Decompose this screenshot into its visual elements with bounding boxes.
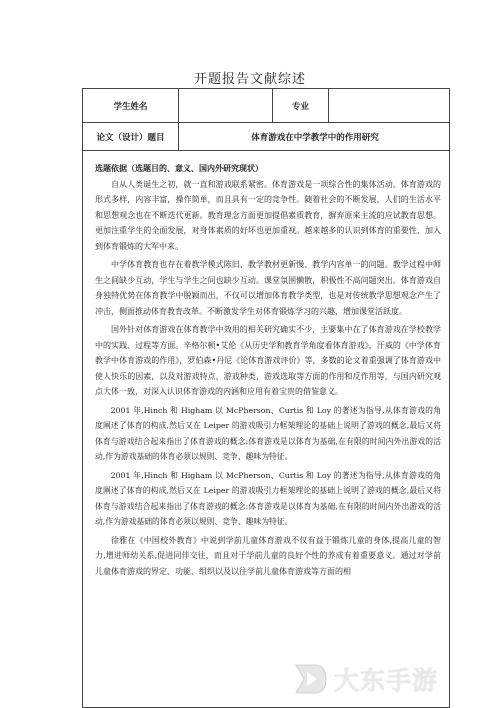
major-label: 专业 (273, 89, 329, 122)
paragraph: 国外针对体育游戏在体育教学中效用的相关研究确实不少，主要集中在了体育游戏在学校教学中的实践、过程等方面。辛格尔顿•艾伦《从历史学和教育学角度看体育游戏》，汗威的《中学体育教学中体育游戏的作用》，罗伯森•丹尼《论体育游戏评价》等，多数的论文着重强调了体育游戏中使人快乐的因素，以及对游戏特点，游戏种类，游戏选取等方面的作用和反作用等，与国内研究观点大体一致，对深入认识体育游戏的内涵和应用有着宝贵的借鉴意义。 (95, 325, 441, 396)
major-value (329, 89, 451, 122)
report-table (82, 88, 450, 708)
section-heading: 选题依据（选题目的、意义、国内外研究现状） (95, 164, 263, 173)
document-title: 开题报告文献综述 (193, 72, 306, 87)
thesis-label: 论文（设计）题目 (83, 123, 179, 150)
watermark (290, 656, 490, 702)
paragraph: 2001 年,Hinch 和 Higham 以 McPherson、Curtis 和 Loy 的著述为指导,从体育游戏的角度阐述了体育的构成,然后又在 Leiper 的游戏吸引力框架理论的基础上说明了游戏的概念,最后又将体育与游戏结合起来指出了体育游戏的概念:体育游戏是以体育为基础,在有限的时间内外出游戏的活动,作为游戏基础的体育必须以规则、竞争、趣味为特征。 (95, 470, 441, 526)
play-logo-icon (290, 659, 330, 699)
thesis-title: 体育游戏在中学教学中的作用研究 (251, 132, 379, 143)
student-name-value (179, 89, 273, 122)
student-info-row (83, 89, 449, 123)
paragraph: 徐雅在《中国校外教育》中说到学前儿童体育游戏不仅有益于锻炼儿童的身体,提高儿童的智力,增进师幼关系,促进同伴交往，而且对于学前儿童的良好个性的养成有着重要意义。通过对学前儿童体育游戏的界定、功能、组织以及以往学前儿童体育游戏等方面的相 (95, 535, 441, 576)
paragraph: 2001 年,Hinch 和 Higham 以 McPherson、Curtis 和 Loy 的著述为指导,从体育游戏的角度阐述了体育的构成,然后又在 Leiper 的游戏吸引力框架理论的基础上说明了游戏的概念,最后又将体育与游戏结合起来指出了体育游戏的概念:体育游戏是以体育为基础,在有限的时间内外出游戏的活动,作为游戏基础的体育必须以规则、竞争、趣味为特征。 (95, 405, 441, 461)
watermark-text: 大东手游 (334, 666, 439, 695)
paragraph: 自从人类诞生之初，就一直和游戏联系紧密。体育游戏是一项综合性的集体活动。体育游戏的形式多样，内容丰富，操作简单，而且具有一定的竞争性。随着社会的不断发展，人们的生活水平和思想观念也在不断迭代更新。教育理念方面更加提倡素质教育，摒弃原来主流的应试教育思想。更加注重学生的全面发展，对身体素质的好坏也更加重视。越来越多的认识到体育的重要性，加入到体育锻炼的大军中来。 (95, 179, 441, 251)
review-content (95, 161, 441, 582)
paragraph: 中学体育教育也存在着教学模式陈旧、教学教材更新慢、教学内容单一的问题。教学过程中师生之间缺少互动，学生与学生之间也缺少互动。课堂氛围懒散，积极性不高问题突出。体育游戏自身独特优势在体育教学中脱颖而出，不仅可以增加体育教学类型，也是对传统教学思想观念产生了冲击，侧面推动体育教育改革。不断激发学生对体育锻炼学习的兴趣，增加课堂活跃度。 (95, 260, 441, 316)
thesis-title-row (83, 123, 449, 151)
student-name-label: 学生姓名 (83, 89, 179, 122)
